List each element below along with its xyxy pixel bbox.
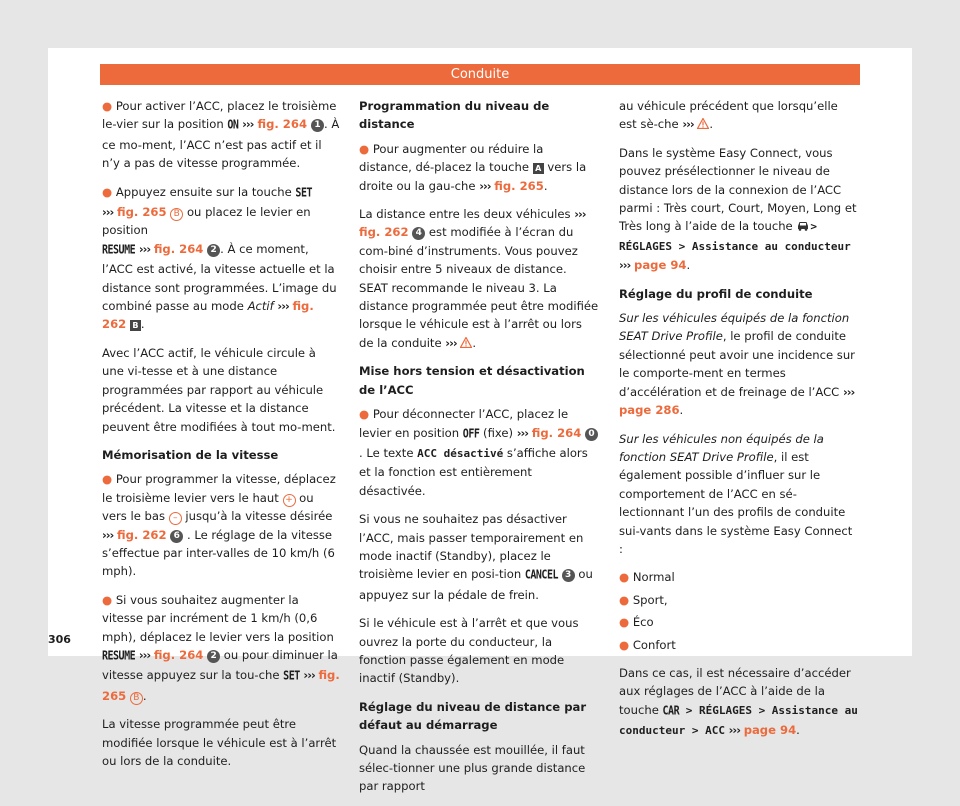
bullet-icon: ● (359, 407, 370, 422)
heading-distance: Programmation du niveau de distance (359, 99, 550, 132)
paragraph-drive-profile: Sur les véhicules équipés de la fonction SEAT Drive Profile, le profil de conduite sélectionné peut avoir une incidence sur le comporte-ment en termes d’accélération et de freinage de l’ACC ››› page 286. (619, 311, 855, 418)
page-link[interactable]: page 286 (619, 403, 680, 418)
figure-link[interactable]: fig. 265 (117, 205, 167, 220)
figure-link[interactable]: fig. 262 (102, 299, 314, 332)
callout-marker: B (170, 208, 183, 221)
paragraph-door: Si le véhicule est à l’arrêt et que vous ouvrez la porte du conducteur, la fonction passe également en mode inactif (Standby). (359, 616, 579, 686)
paragraph-acc-active: Avec l’ACC actif, le véhicule circule à une vi-tesse et à une distance programmées par rapport au véhicule précédent. La vitesse et la distance peuvent être modifiées à tout mo-ment. (102, 345, 336, 434)
callout-marker: 4 (412, 227, 425, 240)
bullet-icon: ● (102, 99, 113, 113)
list-item: ● Normal (619, 570, 675, 585)
figure-link[interactable]: fig. 264 (153, 241, 204, 256)
bullet-icon: ● (619, 592, 630, 607)
callout-marker: 3 (562, 569, 575, 582)
minus-icon: – (169, 512, 182, 525)
paragraph-settings-access: Dans ce cas, il est nécessaire d’accéder aux réglages de l’ACC à l’aide de la touche CAR > RÉGLAGES > Assistance au conducteur > ACC ››› page 94. (619, 665, 858, 738)
car-icon (796, 220, 810, 231)
section-header: Conduite (100, 64, 860, 85)
paragraph-program-speed: ● Pour programmer la vitesse, déplacez le troisième levier vers le haut + ou vers le bas – jusqu’à la vitesse désirée ››› fig. 262 6 . Le réglage de la vitesse s’effectue par inter-valles de 10 km/h (6 mph). (102, 472, 336, 579)
paragraph-modify: La vitesse programmée peut être modifiée lorsque le véhicule est à l’arrêt ou lors de la conduite. (102, 717, 337, 768)
callout-marker: 1 (311, 119, 324, 132)
paragraph-dry: au véhicule précédent que lorsqu’elle est sè-che ››› . (619, 99, 838, 132)
paragraph-distance-levels: La distance entre les deux véhicules ››› fig. 262 4 est modifiée à l’écran du com-biné d’instruments. Vous pouvez choisir entre 5 niveaux de distance. SEAT recommande le niveau 3. La distance programmée peut être modifiée lorsque le véhicule est à l’arrêt ou lors de la conduite ››› . (359, 207, 599, 350)
list-item: ● Confort (619, 637, 676, 652)
callout-marker: 2 (207, 244, 220, 257)
page-number: 306 (48, 633, 71, 646)
column-1 (102, 97, 340, 780)
figure-link[interactable]: fig. 264 (253, 117, 312, 132)
warning-icon (460, 337, 472, 348)
figure-link[interactable]: fig. 264 (153, 647, 204, 662)
bullet-icon: ● (619, 637, 630, 652)
callout-marker: 2 (207, 650, 220, 663)
bullet-icon: ● (102, 592, 113, 607)
paragraph-set: ● Appuyez ensuite sur la touche SET ››› fig. 265 B ou placez le levier en position RESUME ››› fig. 264 2 . À ce moment, l’ACC est activé, la vitesse actuelle et la distance sont programmées. L’image du combiné passe au mode Actif ››› fig. 262 B . (102, 184, 337, 332)
page-link[interactable]: page 94 (743, 723, 797, 738)
paragraph-activate: ● Pour activer l’ACC, placez le troisième le-vier sur la position ON ››› fig. 264 1 . À ce mo-ment, l’ACC n’est pas actif et il n’y a pas de vitesse programmée. (102, 99, 340, 171)
list-item: ● Sport, (619, 592, 668, 607)
paragraph-deactivate: ● Pour déconnecter l’ACC, placez le levier en position OFF (fixe) ››› fig. 264 0. Le texte ACC désactivé s’affiche alors et la fonction est entièrement désactivée. (359, 405, 599, 500)
column-2 (359, 97, 599, 806)
figure-link[interactable]: fig. 265 (494, 178, 544, 193)
callout-marker: B (130, 692, 143, 705)
callout-marker: A (533, 163, 544, 174)
bullet-icon: ● (102, 184, 113, 199)
paragraph-wet-road: Quand la chaussée est mouillée, il faut sélec-tionner une plus grande distance par rapport (359, 742, 586, 794)
bullet-icon: ● (102, 472, 113, 487)
column-3 (619, 97, 859, 751)
figure-link[interactable]: fig. 262 (117, 527, 167, 542)
warning-icon (697, 118, 709, 129)
heading-deactivate: Mise hors tension et désactivation de l’ACC (359, 364, 585, 397)
list-item: ● Éco (619, 615, 654, 630)
figure-link[interactable]: fig. 265 (102, 668, 340, 703)
paragraph-no-drive-profile: Sur les véhicules non équipés de la fonction SEAT Drive Profile, il est également possible d’influer sur le comportement de l’ACC en sé-lectionnant l’un des profils de conduite sui-vants dans le système Easy Connect : (619, 431, 853, 556)
plus-icon: + (283, 494, 296, 507)
figure-link[interactable]: fig. 262 (359, 225, 409, 240)
paragraph-standby: Si vous ne souhaitez pas désactiver l’ACC, mais passer temporairement en mode inactif (Standby), placez le troisième levier en posi-tion CANCEL 3 ou appuyez sur la pédale de frein. (359, 512, 593, 602)
bullet-icon: ● (619, 615, 630, 630)
paragraph-increment: ● Si vous souhaitez augmenter la vitesse par incrément de 1 km/h (0,6 mph), déplacez le levier vers la position RESUME ››› fig. 264 2 ou pour diminuer la vitesse appuyez sur la tou-che SET ››› fig. 265 B . (102, 592, 340, 703)
heading-drive-profile: Réglage du profil de conduite (619, 286, 813, 301)
page-link[interactable]: page 94 (634, 258, 687, 273)
bullet-icon: ● (619, 570, 630, 585)
heading-memorisation: Mémorisation de la vitesse (102, 447, 279, 462)
figure-link[interactable]: fig. 264 (531, 425, 582, 440)
callout-marker: 0 (585, 428, 598, 441)
paragraph-distance-adjust: ● Pour augmenter ou réduire la distance, dé-placez la touche A vers la droite ou la gau-che ››› fig. 265. (359, 141, 587, 193)
callout-marker: B (130, 320, 141, 331)
bullet-icon: ● (359, 141, 370, 156)
callout-marker: 6 (170, 530, 183, 543)
paragraph-easy-connect: Dans le système Easy Connect, vous pouvez présélectionner le niveau de distance lors de la connexion de l’ACC parmi : Très court, Court, Moyen, Long et Très long à l’aide de la touche > RÉGLAGES > Assistance au conducteur ››› page 94. (619, 145, 857, 273)
heading-default-distance: Réglage du niveau de distance par défaut au démarrage (359, 699, 587, 733)
